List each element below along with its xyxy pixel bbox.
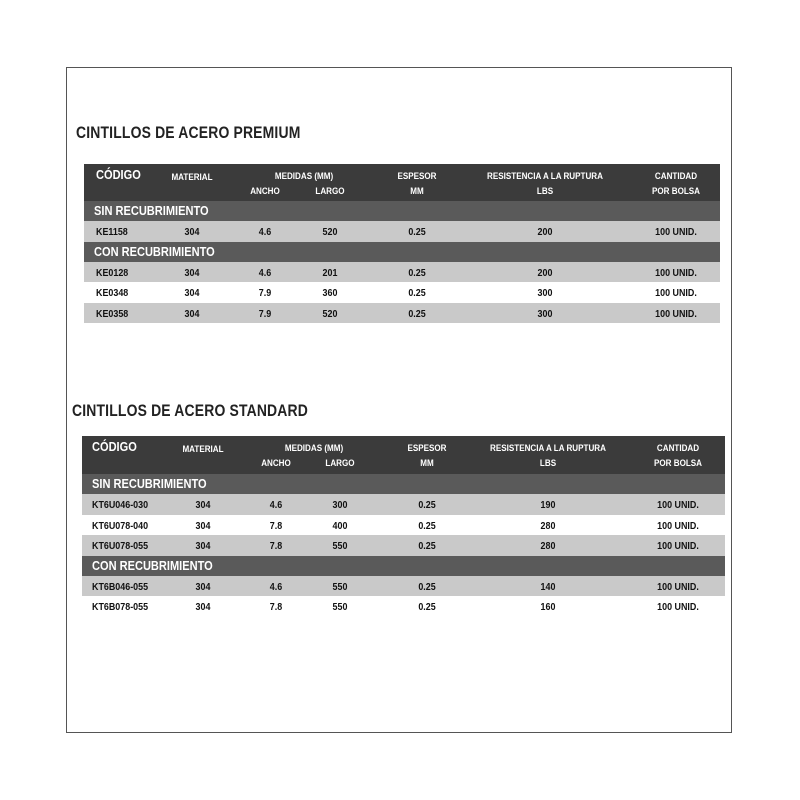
cell-espesor: 0.25 [408, 266, 426, 279]
cell-cantidad: 100 UNID. [657, 519, 699, 532]
header-resistencia-unit: LBS [539, 458, 557, 469]
cell-resistencia: 300 [537, 287, 553, 299]
cell-codigo: KT6U078-040 [92, 519, 149, 532]
header-cantidad-2: POR BOLSA [653, 458, 703, 469]
header-cantidad: CANTIDAD [654, 171, 698, 182]
cell-largo: 550 [332, 540, 348, 552]
table-row [84, 282, 720, 303]
cell-codigo: KE0128 [96, 266, 129, 279]
cell-ancho: 4.6 [258, 226, 272, 238]
cell-ancho: 7.9 [258, 287, 272, 299]
cell-largo: 520 [322, 226, 338, 238]
cell-cantidad: 100 UNID. [657, 580, 699, 593]
table-row [84, 262, 720, 283]
header-ancho: ANCHO [250, 186, 280, 197]
cell-espesor: 0.25 [418, 519, 436, 532]
cell-cantidad: 100 UNID. [657, 499, 699, 511]
cell-largo: 400 [332, 519, 348, 532]
header-codigo: CÓDIGO [96, 167, 141, 182]
cell-resistencia: 140 [540, 580, 556, 593]
cell-cantidad: 100 UNID. [657, 601, 699, 613]
section-header [84, 201, 720, 221]
header-largo: LARGO [315, 186, 345, 197]
section-header [82, 556, 725, 576]
cell-ancho: 7.9 [258, 307, 272, 320]
cell-material: 304 [195, 580, 211, 593]
header-espesor-unit: MM [410, 186, 424, 197]
header-espesor-unit: MM [420, 458, 434, 469]
section-label: SIN RECUBRIMIENTO [94, 203, 209, 218]
cell-largo: 550 [332, 601, 348, 613]
header-espesor: ESPESOR [407, 443, 447, 454]
table-title-premium: CINTILLOS DE ACERO PREMIUM [76, 123, 301, 142]
header-largo: LARGO [325, 458, 355, 469]
cell-espesor: 0.25 [408, 287, 426, 299]
header-espesor: ESPESOR [397, 171, 437, 182]
table-row [82, 515, 725, 536]
section-label: CON RECUBRIMIENTO [94, 243, 215, 259]
cell-resistencia: 280 [540, 519, 556, 532]
header-cantidad: CANTIDAD [656, 443, 700, 454]
cell-material: 304 [195, 601, 211, 613]
cell-espesor: 0.25 [418, 580, 436, 593]
table-row [82, 596, 725, 617]
cell-resistencia: 190 [540, 499, 556, 511]
header-medidas: MEDIDAS (MM) [284, 443, 344, 454]
cell-largo: 550 [332, 580, 348, 593]
table-row [82, 494, 725, 515]
cell-resistencia: 200 [537, 226, 553, 238]
cell-codigo: KT6U078-055 [92, 540, 149, 552]
table-row [82, 576, 725, 597]
header-medidas: MEDIDAS (MM) [274, 171, 333, 182]
cell-espesor: 0.25 [418, 499, 436, 511]
section-label: CON RECUBRIMIENTO [92, 557, 213, 573]
header-resistencia: RESISTENCIA A LA RUPTURA [487, 171, 603, 182]
cell-codigo: KE0348 [96, 287, 129, 299]
cell-codigo: KT6B078-055 [92, 601, 149, 613]
cell-resistencia: 160 [540, 601, 556, 613]
table-header [82, 436, 725, 474]
cell-ancho: 7.8 [269, 519, 283, 532]
table-row [84, 303, 720, 324]
cell-material: 304 [195, 540, 211, 552]
table-row [84, 221, 720, 242]
cell-codigo: KE1158 [96, 226, 128, 238]
cell-largo: 360 [322, 287, 338, 299]
cell-material: 304 [195, 519, 211, 532]
cell-cantidad: 100 UNID. [655, 266, 697, 279]
cell-largo: 300 [332, 499, 348, 511]
cell-cantidad: 100 UNID. [655, 287, 697, 299]
cell-largo: 520 [322, 307, 338, 320]
table-row [82, 535, 725, 556]
cell-resistencia: 300 [537, 307, 553, 320]
cell-espesor: 0.25 [408, 307, 426, 320]
cell-ancho: 4.6 [269, 499, 283, 511]
cell-resistencia: 280 [540, 540, 556, 552]
cell-cantidad: 100 UNID. [655, 307, 697, 320]
cell-material: 304 [184, 307, 200, 320]
cell-cantidad: 100 UNID. [657, 540, 699, 552]
cell-ancho: 4.6 [269, 580, 283, 593]
header-ancho: ANCHO [261, 458, 291, 469]
cell-cantidad: 100 UNID. [655, 226, 697, 238]
section-header [82, 474, 725, 494]
header-resistencia-unit: LBS [536, 186, 554, 197]
cell-material: 304 [195, 499, 211, 511]
cell-largo: 201 [322, 266, 338, 279]
cell-ancho: 7.8 [269, 540, 283, 552]
cell-espesor: 0.25 [408, 226, 426, 238]
header-resistencia: RESISTENCIA A LA RUPTURA [490, 443, 606, 454]
table-header [84, 164, 720, 201]
header-codigo: CÓDIGO [92, 439, 137, 454]
header-material: MATERIAL [182, 444, 224, 455]
cell-resistencia: 200 [537, 266, 553, 279]
cell-ancho: 7.8 [269, 601, 283, 613]
cell-espesor: 0.25 [418, 601, 436, 613]
cell-material: 304 [184, 226, 200, 238]
cell-espesor: 0.25 [418, 540, 436, 552]
section-label: SIN RECUBRIMIENTO [92, 476, 207, 491]
table-title-standard: CINTILLOS DE ACERO STANDARD [72, 401, 308, 420]
header-cantidad-2: POR BOLSA [651, 186, 701, 197]
cell-ancho: 4.6 [258, 266, 272, 279]
cell-material: 304 [184, 287, 200, 299]
section-header [84, 242, 720, 262]
header-material: MATERIAL [171, 172, 213, 183]
cell-codigo: KE0358 [96, 307, 129, 320]
cell-codigo: KT6B046-055 [92, 580, 149, 593]
cell-material: 304 [184, 266, 200, 279]
cell-codigo: KT6U046-030 [92, 499, 149, 511]
